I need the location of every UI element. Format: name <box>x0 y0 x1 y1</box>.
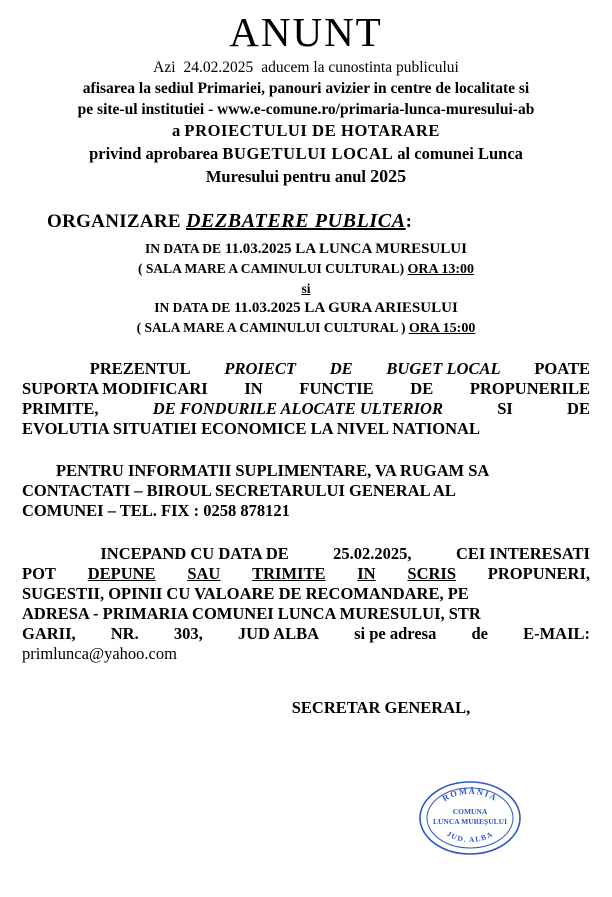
intro-buget-local: BUGETULUI LOCAL <box>222 143 394 163</box>
p3-nr-value: 303, <box>173 624 203 644</box>
paragraph-1-line-3 <box>22 399 590 419</box>
organizare-colon: : <box>405 210 413 232</box>
event-2-venue-line <box>22 320 590 337</box>
p1-suporta: SUPORTA MODIFICARI <box>22 378 208 398</box>
intro-line-3: pe site-ul institutiei - www.e-comune.ro/primaria-lunca-muresului-ab <box>77 100 535 118</box>
p3-sau: SAU <box>187 563 221 583</box>
paragraph-2-line-1 <box>22 461 590 481</box>
paragraph-1-line-4: EVOLUTIA SITUATIEI ECONOMICE LA NIVEL NATIONAL <box>22 419 480 439</box>
intro-year: 2025 <box>370 165 407 186</box>
p3-de: de <box>471 624 488 644</box>
event-1-hour: ORA 13:00 <box>407 261 475 277</box>
intro-block <box>22 58 590 188</box>
p3-propuneri: PROPUNERI, <box>487 563 590 583</box>
p3-incepand: INCEPAND CU DATA DE <box>100 543 289 563</box>
p1-de: DE <box>329 358 353 378</box>
intro-proiect-hotarare: PROIECTULUI DE HOTARARE <box>184 121 440 141</box>
paragraph-2-line-3: COMUNEI – TEL. FIX : 0258 878121 <box>22 501 290 521</box>
paragraph-1-line-2 <box>22 379 590 399</box>
paragraph-2 <box>22 461 590 521</box>
paragraph-3-line-4: ADRESA - PRIMARIA COMUNEI LUNCA MURESULUI, STR <box>22 603 481 623</box>
conjunction-si: si <box>301 280 311 296</box>
organizare-label: ORGANIZARE <box>47 210 181 232</box>
p1-si: SI <box>497 398 513 418</box>
signature-line: SECRETAR GENERAL, <box>291 698 471 718</box>
p1-de3: DE <box>567 398 590 418</box>
intro-line-1 <box>22 58 590 78</box>
p3-trimite: TRIMITE <box>252 563 326 583</box>
event-1-venue: ( SALA MARE A CAMINULUI CULTURAL) <box>137 260 405 276</box>
paragraph-3-line-2 <box>22 564 590 584</box>
p3-email-label: E-MAIL: <box>523 624 590 644</box>
p3-interesati: CEI INTERESATI <box>455 543 590 563</box>
paragraph-3-line-5 <box>22 624 590 644</box>
organizare-heading <box>22 210 590 233</box>
p3-scris: SCRIS <box>407 563 456 583</box>
event-2-venue: ( SALA MARE A CAMINULUI CULTURAL ) <box>136 319 406 335</box>
p1-poate: POATE <box>534 358 590 378</box>
p3-depune: DEPUNE <box>87 563 156 583</box>
event-1-venue-line <box>22 261 590 278</box>
svg-text:JUD. ALBA: JUD. ALBA <box>445 829 495 845</box>
p1-primite: PRIMITE, <box>22 398 99 418</box>
paragraph-3-email: primlunca@yahoo.com <box>22 644 177 664</box>
p1-de2: DE <box>410 378 434 398</box>
p1-prezentul: PREZENTUL <box>89 358 191 378</box>
svg-text:ROMÂNIA: ROMÂNIA <box>440 785 500 804</box>
svg-text:LUNCA MUREŞULUI: LUNCA MUREŞULUI <box>433 817 507 826</box>
p3-nr: NR. <box>110 624 139 644</box>
p1-proiect: PROIECT <box>224 358 296 378</box>
page-title: ANUNT <box>229 9 383 55</box>
official-stamp <box>416 778 524 858</box>
paragraph-1-line-1 <box>22 359 590 379</box>
p3-date: 25.02.2025, <box>333 543 412 563</box>
p1-functie: FUNCTIE <box>299 378 374 398</box>
paragraph-2-line-2: CONTACTATI – BIROUL SECRETARULUI GENERAL AL <box>22 481 456 501</box>
paragraph-3 <box>22 544 590 665</box>
event-1-prefix: IN DATA DE <box>145 240 222 256</box>
p1-in: IN <box>244 378 263 398</box>
organizare-emphasis: DEZBATERE PUBLICA <box>185 209 406 232</box>
event-2-line <box>22 300 590 317</box>
stamp-icon <box>416 778 524 858</box>
event-2-hour: ORA 15:00 <box>408 320 476 336</box>
paragraph-1 <box>22 359 590 440</box>
intro-line-6 <box>22 165 590 188</box>
p1-fonduri: DE FONDURILE ALOCATE ULTERIOR <box>152 398 443 418</box>
intro-line-4 <box>22 120 590 141</box>
paragraph-3-line-3: SUGESTII, OPINII CU VALOARE DE RECOMANDARE, PE <box>22 583 469 603</box>
intro-text-azi: Azi <box>153 59 176 76</box>
p2-text-1: PENTRU INFORMATII SUPLIMENTARE, VA RUGAM SA <box>56 461 490 481</box>
intro-text-aducem: aducem la cunostinta publicului <box>261 59 459 76</box>
intro-text-a: a <box>172 121 181 141</box>
paragraph-3-line-1 <box>22 544 590 564</box>
p1-buget-local: BUGET LOCAL <box>386 358 501 378</box>
event-2-place: LA GURA ARIESULUI <box>304 299 458 316</box>
svg-text:COMUNA: COMUNA <box>452 807 488 816</box>
p3-jud: JUD ALBA <box>237 624 319 644</box>
intro-line-5 <box>22 143 590 164</box>
p3-pot: POT <box>22 563 56 583</box>
event-2-prefix: IN DATA DE <box>154 299 231 315</box>
intro-muresului: Muresului pentru anul <box>205 166 367 186</box>
p3-adresa: si pe adresa <box>354 624 437 644</box>
p1-propunerile: PROPUNERILE <box>469 378 590 398</box>
intro-line-2: afisarea la sediul Primariei, panouri avizier in centre de localitate si <box>82 79 530 97</box>
intro-privind: privind aprobarea <box>89 143 219 163</box>
document-page <box>0 8 612 897</box>
event-1-date: 11.03.2025 <box>224 240 292 257</box>
event-1-line <box>22 241 590 258</box>
p3-in: IN <box>357 563 376 583</box>
intro-comuna: al comunei Lunca <box>397 143 523 163</box>
p3-garii: GARII, <box>22 624 76 644</box>
event-2-date: 11.03.2025 <box>233 299 301 316</box>
event-1-place: LA LUNCA MURESULUI <box>295 240 467 257</box>
intro-date: 24.02.2025 <box>183 59 254 76</box>
